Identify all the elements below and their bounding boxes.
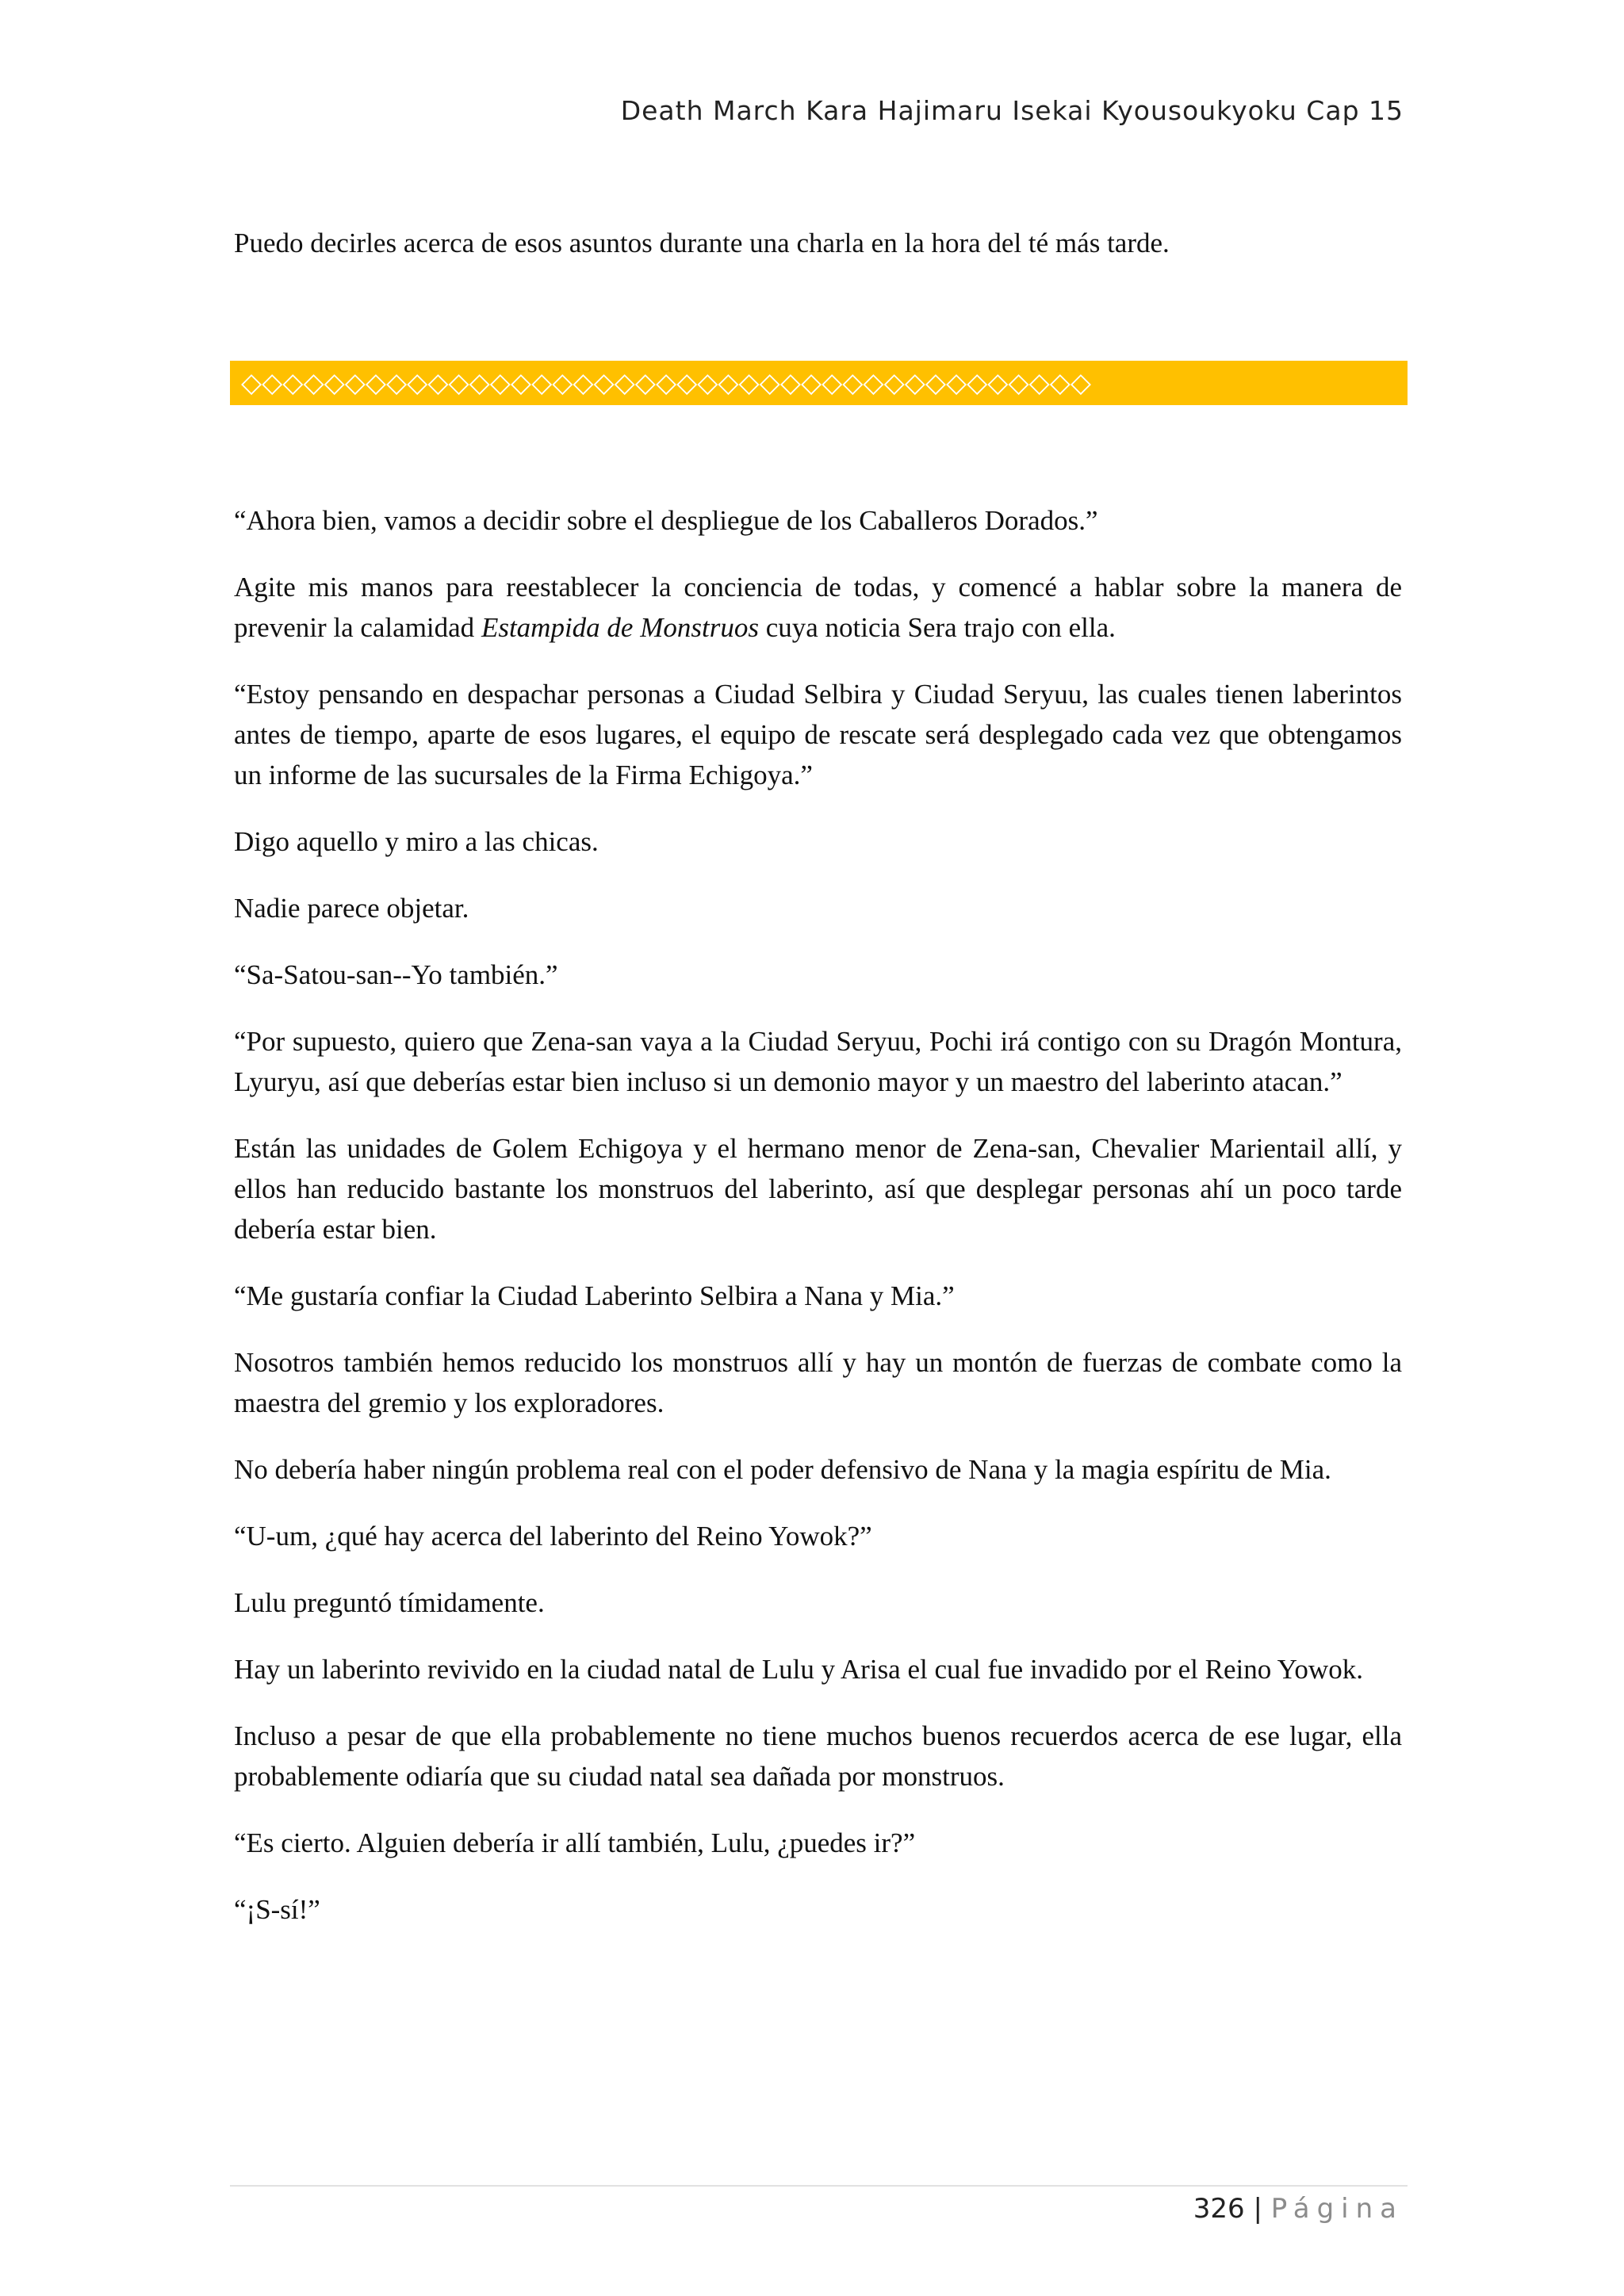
paragraph-text: cuya noticia Sera trajo con ella. <box>758 612 1116 643</box>
intro-text <box>234 223 1402 263</box>
paragraph <box>234 567 1402 648</box>
paragraph: Hay un laberinto revivido en la ciudad natal de Lulu y Arisa el cual fue invadido por el Reino Yowok. <box>234 1654 1363 1685</box>
page-number: 326 <box>1193 2193 1245 2225</box>
separator-diamonds: ◇◇◇◇◇◇◇◇◇◇◇◇◇◇◇◇◇◇◇◇◇◇◇◇◇◇◇◇◇◇◇◇◇◇◇◇◇◇◇◇◇ <box>241 367 1092 399</box>
paragraph: Nadie parece objetar. <box>234 893 469 924</box>
section-separator <box>230 361 1408 405</box>
paragraph: No debería haber ningún problema real con el poder defensivo de Nana y la magia espíritu de Mia. <box>234 1454 1331 1485</box>
paragraph: “Es cierto. Alguien debería ir allí también, Lulu, ¿puedes ir?” <box>234 1827 916 1858</box>
footer-separator: | <box>1253 2193 1262 2225</box>
paragraph: Están las unidades de Golem Echigoya y el hermano menor de Zena-san, Chevalier Marientail allí, y ellos han reducido bastante los monstruos del laberinto, así que desplegar personas ahí un poco tarde debería estar bien. <box>234 1133 1402 1245</box>
italic-term: Estampida de Monstruos <box>481 612 759 643</box>
paragraph: “¡S-sí!” <box>234 1894 320 1925</box>
paragraph: Incluso a pesar de que ella probablemente no tiene muchos buenos recuerdos acerca de ese lugar, ella probablemente odiaría que su ciudad natal sea dañada por monstruos. <box>234 1720 1402 1792</box>
paragraph-text: Agite mis manos para reestablecer la conciencia de todas, y comencé a hablar sobre la manera de prevenir la calamidad <box>234 572 1402 643</box>
running-header <box>230 95 1404 126</box>
page-footer <box>230 2193 1404 2225</box>
paragraph: “Por supuesto, quiero que Zena-san vaya a la Ciudad Seryuu, Pochi irá contigo con su Dragón Montura, Lyuryu, así que deberías estar bien incluso si un demonio mayor y un maestro del laberinto atacan.” <box>234 1026 1402 1097</box>
page-label: Página <box>1270 2193 1404 2225</box>
paragraph-intro: Puedo decirles acerca de esos asuntos durante una charla en la hora del té más tarde. <box>234 228 1170 258</box>
paragraph: Digo aquello y miro a las chicas. <box>234 826 599 857</box>
main-text <box>234 500 1402 1930</box>
paragraph: “Estoy pensando en despachar personas a Ciudad Selbira y Ciudad Seryuu, las cuales tienen laberintos antes de tiempo, aparte de esos lugares, el equipo de rescate será desplegado cada vez que obtengamos un informe de las sucursales de la Firma Echigoya.” <box>234 679 1402 790</box>
header-title: Death March Kara Hajimaru Isekai Kyousoukyoku Cap 15 <box>620 95 1404 126</box>
paragraph: Lulu preguntó tímidamente. <box>234 1587 545 1618</box>
paragraph: Nosotros también hemos reducido los monstruos allí y hay un montón de fuerzas de combate como la maestra del gremio y los exploradores. <box>234 1347 1402 1418</box>
footer-divider <box>230 2185 1408 2187</box>
paragraph: “Ahora bien, vamos a decidir sobre el despliegue de los Caballeros Dorados.” <box>234 505 1098 536</box>
paragraph: “U-um, ¿qué hay acerca del laberinto del Reino Yowok?” <box>234 1521 872 1552</box>
paragraph: “Me gustaría confiar la Ciudad Laberinto Selbira a Nana y Mia.” <box>234 1280 955 1311</box>
paragraph: “Sa-Satou-san--Yo también.” <box>234 959 558 990</box>
